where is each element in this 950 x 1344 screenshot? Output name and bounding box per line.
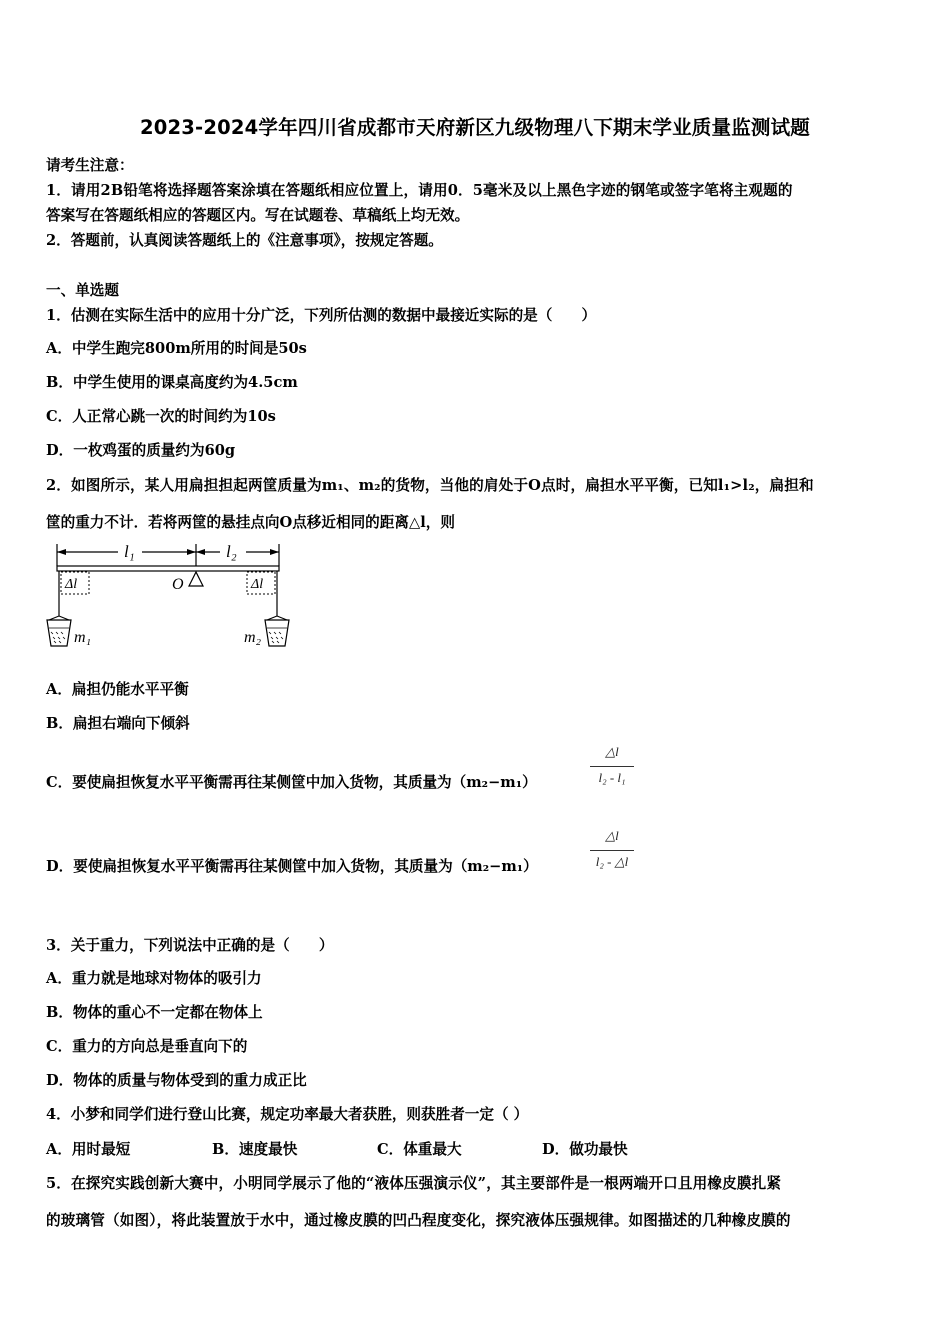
q2-stem-line-1: 2．如图所示，某人用扁担担起两筐质量为m₁、m₂的货物，当他的肩处于O点时，扁担水平平衡，已知l₁>l₂，扁担和 xyxy=(46,477,814,494)
q3-option-b: B．物体的重心不一定都在物体上 xyxy=(46,1004,263,1021)
figure-label-dl-right: Δl xyxy=(251,577,264,592)
q4-option-d: D．做功最快 xyxy=(542,1141,628,1158)
notice-line-1b: 答案写在答题纸相应的答题区内。写在试题卷、草稿纸上均无效。 xyxy=(46,207,470,224)
q2-option-b: B．扁担右端向下倾斜 xyxy=(46,715,190,732)
fraction-d-denominator: l₂ - △l xyxy=(595,854,629,869)
q4-stem: 4．小梦和同学们进行登山比赛，规定功率最大者获胜，则获胜者一定（ ） xyxy=(46,1106,529,1123)
figure-label-dl-left: Δl xyxy=(65,577,78,592)
figure-label-l2: l₂ xyxy=(226,542,237,561)
fraction-c-denominator: l₂ - l₁ xyxy=(598,770,626,785)
fraction-c-numerator: △l xyxy=(605,744,619,759)
q2-option-c: C．要使扁担恢复水平平衡需再往某侧筐中加入货物，其质量为（m₂−m₁） xyxy=(46,774,537,791)
q1-option-a: A．中学生跑完800m所用的时间是50s xyxy=(46,340,307,357)
figure-label-m1: m₁ xyxy=(74,629,92,646)
figure-label-o: O xyxy=(172,576,184,593)
q1-option-d: D．一枚鸡蛋的质量约为60g xyxy=(46,442,236,459)
q4-option-a: A．用时最短 xyxy=(46,1141,131,1158)
q1-option-c: C．人正常心跳一次的时间约为10s xyxy=(46,408,276,425)
q2-option-d: D．要使扁担恢复水平平衡需再往某侧筐中加入货物，其质量为（m₂−m₁） xyxy=(46,858,538,875)
fraction-c-bar xyxy=(590,766,634,767)
q1-option-b: B．中学生使用的课桌高度约为4.5cm xyxy=(46,374,298,391)
figure-label-m2: m₂ xyxy=(244,629,262,646)
fraction-d-numerator: △l xyxy=(605,828,619,843)
q3-option-d: D．物体的质量与物体受到的重力成正比 xyxy=(46,1072,307,1089)
q4-option-b: B．速度最快 xyxy=(212,1141,298,1158)
section-heading: 一、单选题 xyxy=(46,282,119,299)
q2-option-d-fraction xyxy=(590,828,634,876)
q3-option-a: A．重力就是地球对物体的吸引力 xyxy=(46,970,262,987)
notice-line-2: 2．答题前，认真阅读答题纸上的《注意事项》，按规定答题。 xyxy=(46,232,443,249)
q2-option-a: A．扁担仍能水平平衡 xyxy=(46,681,189,698)
q4-option-c: C．体重最大 xyxy=(377,1141,462,1158)
q5-stem-line-2: 的玻璃管（如图），将此装置放于水中，通过橡皮膜的凹凸程度变化，探究液体压强规律。如图描述的几种橡皮膜的 xyxy=(46,1212,791,1229)
q2-stem-line-2: 筐的重力不计．若将两筐的悬挂点向O点移近相同的距离△l，则 xyxy=(46,514,455,531)
figure-label-l1: l₁ xyxy=(124,542,135,561)
q3-option-c: C．重力的方向总是垂直向下的 xyxy=(46,1038,248,1055)
notice-heading: 请考生注意： xyxy=(46,157,134,174)
q5-stem-line-1: 5．在探究实践创新大赛中，小明同学展示了他的“液体压强演示仪”，其主要部件是一根两端开口且用橡皮膜扎紧 xyxy=(46,1175,782,1192)
q1-stem: 1．估测在实际生活中的应用十分广泛，下列所估测的数据中最接近实际的是（ ） xyxy=(46,307,597,324)
notice-line-1a: 1．请用2B铅笔将选择题答案涂填在答题纸相应位置上，请用0．5毫米及以上黑色字迹的钢笔或签字笔将主观题的 xyxy=(46,182,793,199)
fraction-d-bar xyxy=(590,850,634,851)
page-title: 2023-2024学年四川省成都市天府新区九级物理八下期末学业质量监测试题 xyxy=(139,116,811,139)
q2-option-c-fraction xyxy=(590,744,634,792)
q2-figure-shoulder-pole xyxy=(44,540,300,656)
q3-stem: 3．关于重力，下列说法中正确的是（ ） xyxy=(46,937,334,954)
